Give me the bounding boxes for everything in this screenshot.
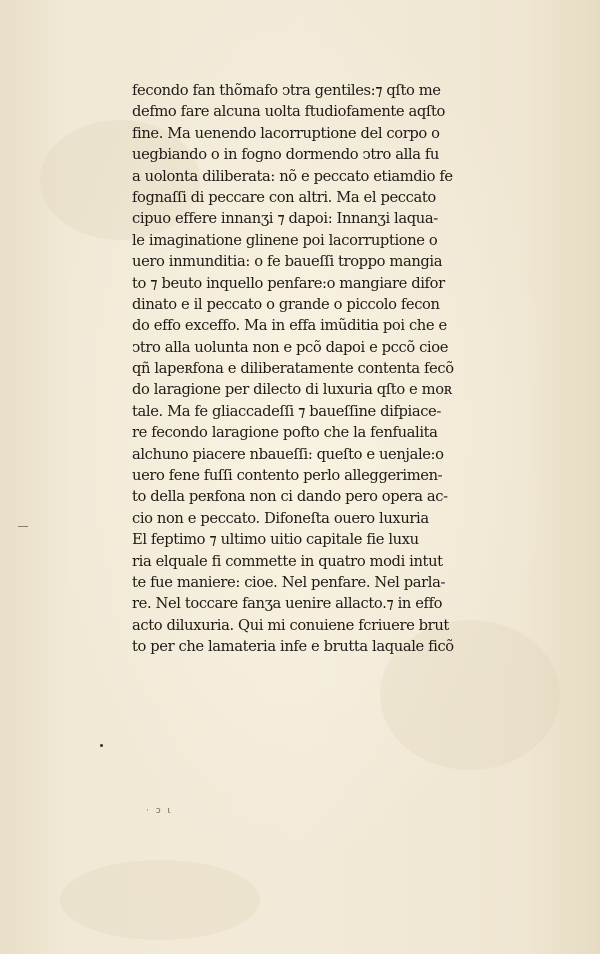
text-line: acto diluxuria. Qui mi conuiene fcriuere brut xyxy=(132,615,449,634)
text-line: re fecondo laragione pofto che la fenfualita xyxy=(132,423,438,442)
margin-dot xyxy=(100,744,103,747)
text-line: uero fene fuſſi contento perlo alleggerimen- xyxy=(132,466,443,485)
margin-dash xyxy=(18,526,28,527)
text-line: do laragione per dilecto di luxuria qſto e moʀ xyxy=(132,380,452,399)
text-line: to per che lamateria infe e brutta laquale ficõ xyxy=(132,637,454,656)
text-line: le imaginatione glinene poi lacorruptione o xyxy=(132,230,438,249)
text-line: alchuno piacere nbaueſſi: queſto e uenjale:o xyxy=(132,444,444,463)
paper-stain xyxy=(60,860,260,940)
text-line: re. Nel toccare fanʒa uenire allacto.⁊ in effo xyxy=(132,594,443,613)
text-line: do effo exceffo. Ma in effa imũditia poi che e xyxy=(132,316,447,335)
text-line: to ⁊ beuto inquello penfare:o mangiare difor xyxy=(132,273,445,292)
text-line: fecondo fan thõmafo ↄtra gentiles:⁊ qſto me xyxy=(132,81,441,99)
text-line: fognaſſi di peccare con altri. Ma el peccato xyxy=(132,187,436,206)
text-line: dinato e il peccato o grande o piccolo fecon xyxy=(132,294,440,313)
text-line: cipuo effere innanʒi ⁊ dapoi: Innanʒi laqua- xyxy=(132,209,438,228)
text-line: tale. Ma fe gliaccadeſſi ⁊ baueſſine difpiace- xyxy=(132,401,441,420)
text-line: to della peʀfona non ci dando pero opera ac- xyxy=(132,487,448,506)
text-line: ↄtro alla uolunta non e pcõ dapoi e pccõ cioe xyxy=(132,337,449,356)
text-block xyxy=(132,80,544,658)
text-line: uegbiando o in fogno dormendo ↄtro alla fu xyxy=(132,145,439,164)
text-line: uero inmunditia: o fe baueſſi troppo mangia xyxy=(132,252,443,271)
text-line: El feptimo ⁊ ultimo uitio capitale fie luxu xyxy=(132,530,419,549)
text-line: te fue maniere: cioe. Nel penfare. Nel parla- xyxy=(132,572,446,591)
text-line: a uolonta diliberata: nõ e peccato etiamdio fe xyxy=(132,166,453,185)
text-line: defmo fare alcuna uolta ftudiofamente aqſto xyxy=(132,102,445,121)
text-line: ria elquale fi commette in quatro modi intut xyxy=(132,551,443,570)
text-line: qñ lapeʀfona e diliberatamente contenta fecõ xyxy=(132,359,454,378)
footer-scribble: · ↄ ɩ xyxy=(146,806,173,816)
text-line: cio non e peccato. Difoneſta ouero luxuria xyxy=(132,508,429,527)
text-line: fine. Ma uenendo lacorruptione del corpo o xyxy=(132,123,440,142)
